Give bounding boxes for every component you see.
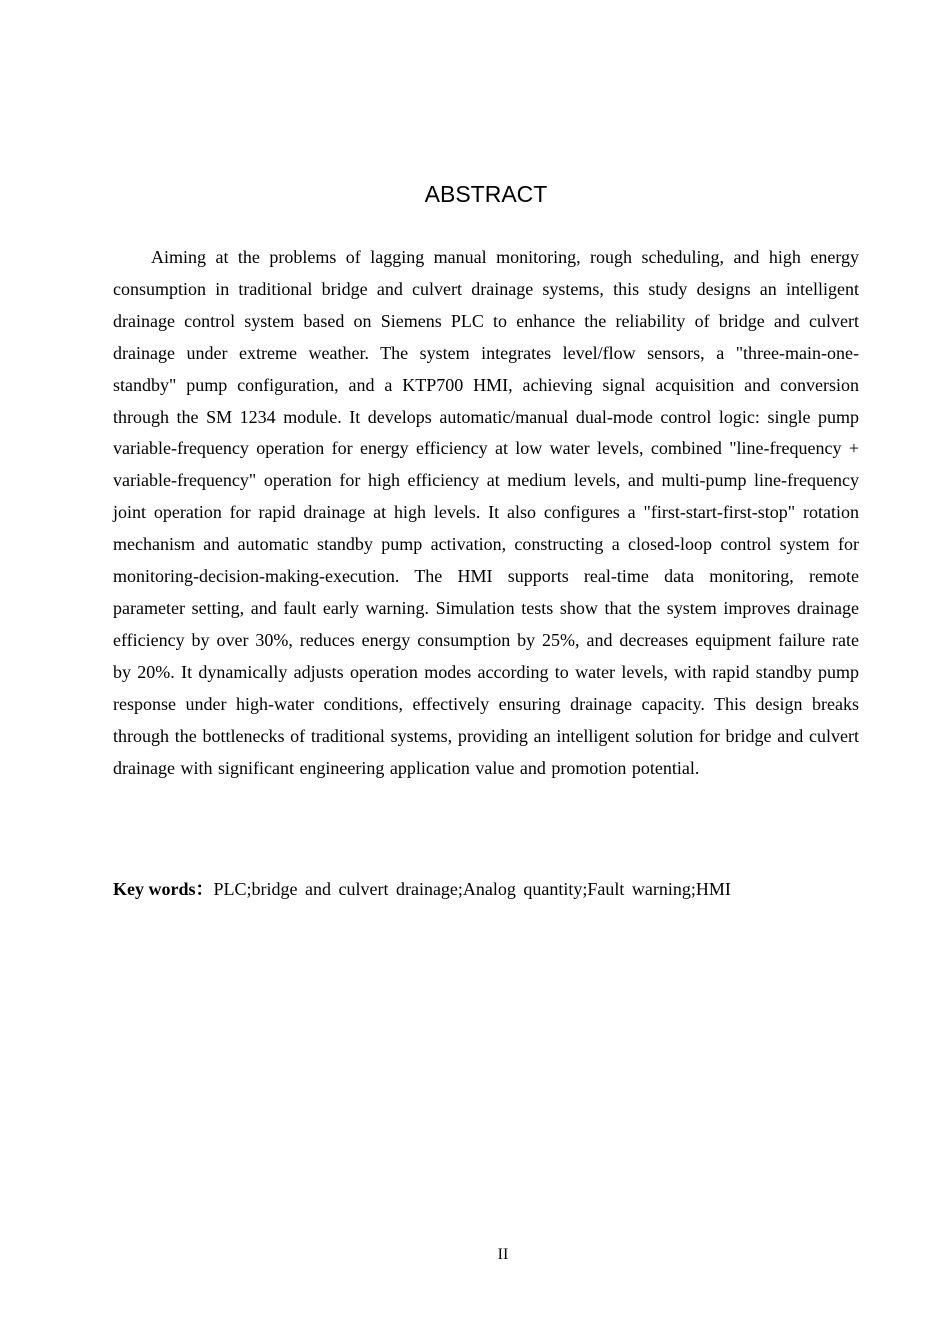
keywords-value: PLC;bridge and culvert drainage;Analog quantity;Fault warning;HMI <box>213 879 731 899</box>
keywords-label: Key words： <box>113 879 214 899</box>
abstract-title: ABSTRACT <box>424 181 548 207</box>
abstract-body: Aiming at the problems of lagging manual monitoring, rough scheduling, and high energy consumption in traditional bridge and culvert drainage systems, this study designs an intelligent drainage control system based on Siemens PLC to enhance the reliability of bridge and culvert drainage under extreme weather. The system integrates level/flow sensors, a "three-main-one-standby" pump configuration, and a KTP700 HMI, achieving signal acquisition and conversion through the SM 1234 module. It develops automatic/manual dual-mode control logic: single pump variable-frequency operation for energy efficiency at low water levels, combined "line-frequency + variable-frequency" operation for high efficiency at medium levels, and multi-pump line-frequency joint operation for rapid drainage at high levels. It also configures a "first-start-first-stop" rotation mechanism and automatic standby pump activation, constructing a closed-loop control system for monitoring-decision-making-execution. The HMI supports real-time data monitoring, remote parameter setting, and fault early warning. Simulation tests show that the system improves drainage efficiency by over 30%, reduces energy consumption by 25%, and decreases equipment failure rate by 20%. It dynamically adjusts operation modes according to water levels, with rapid standby pump response under high-water conditions, effectively ensuring drainage capacity. This design breaks through the bottlenecks of traditional systems, providing an intelligent solution for bridge and culvert drainage with significant engineering application value and promotion potential. <box>113 247 859 778</box>
keywords-line <box>113 874 859 906</box>
page-number: II <box>497 1246 509 1263</box>
